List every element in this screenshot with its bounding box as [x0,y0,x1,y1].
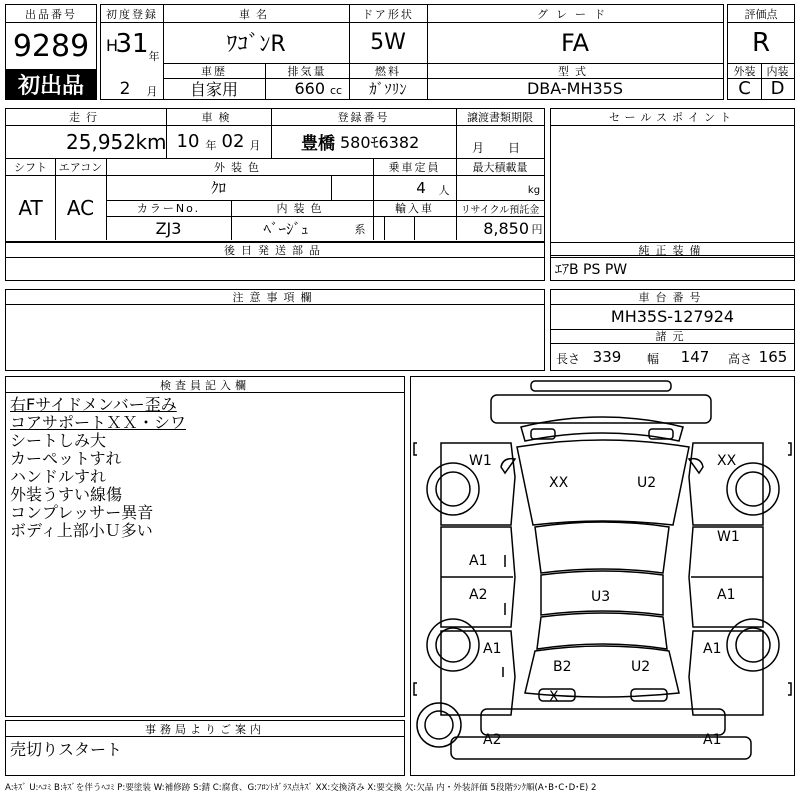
max-load-unit: kg [527,184,541,196]
mileage-unit: km [135,129,167,154]
inspection-year: 10 [176,131,200,152]
damage-mark: B2 [553,659,572,675]
shift-label: シフト [14,161,47,174]
exterior-label: 外装 [733,64,756,78]
reg-month: 2 [119,79,131,99]
height-label: 高さ [727,351,752,366]
capacity: 4 [416,178,426,197]
damage-diagram [410,376,795,776]
spec-table [100,4,724,100]
later-parts-box [5,242,545,281]
remark-line: コアサポートＸＸ・シワ [10,413,187,432]
ac-label: エアコン [58,161,103,174]
first-listing-badge: 初出品 [6,69,96,99]
reg-month-unit: 月 [146,85,158,98]
width-label: 幅 [646,351,659,366]
interior-color: ﾍﾞｰｼﾞｭ [263,219,309,238]
transfer-doc-label: 譲渡書類期限 [467,111,533,124]
capacity-unit: 人 [438,184,450,197]
legend: A:ｷｽﾞ U:ﾍｺﾐ B:ｷｽﾞを伴うﾍｺﾐ P:要塗装 W:補修跡 S:錆 C:腐食、G:ﾌﾛﾝﾄｶﾞﾗｽ点ｷｽﾞ XX:交換済み X:要交換 欠:欠品 内・外装評価 5段階ﾗﾝｸ順(A･B･C･D･E) 2 [5,783,597,793]
model: DBA-MH35S [526,79,623,98]
import-label: 輸入車 [395,202,434,215]
transfer-day: 日 [507,140,520,155]
exterior-color: ｸﾛ [210,179,226,197]
notes-box [5,289,545,371]
score: R [751,27,771,58]
score-box [727,4,795,100]
inspector-label: 検査員記入欄 [160,378,250,392]
dimensions-label: 諸元 [655,330,690,343]
door-type: 5W [370,30,406,55]
damage-mark: A1 [703,641,722,657]
inspector-box [5,376,405,717]
equipment-table [5,159,545,242]
office-label: 事務局よりご案内 [145,722,265,736]
color-no: ZJ3 [155,218,182,238]
reg-year-unit: 年 [148,50,160,63]
plate-number: 580ﾓ6382 [340,133,420,152]
grade-label: グレード [537,7,613,21]
damage-mark: W1 [469,453,492,469]
damage-mark: A1 [469,553,488,569]
score-label: 評価点 [744,7,778,21]
chassis-number: MH35S-127924 [610,307,735,326]
genuine-equipment: ｴｱB PS PW [555,262,628,278]
color-label: 外装色 [214,161,265,174]
history-label: 車歴 [201,64,227,78]
max-load-label: 最大積載量 [472,161,528,174]
mileage-table [5,108,545,159]
transfer-month: 月 [471,140,484,155]
mileage-label: 走行 [69,111,103,124]
notes-label: 注意事項欄 [232,291,318,304]
chassis-box [550,289,795,371]
remark-line: シートしみ大 [10,431,107,450]
history: 自家用 [189,80,238,99]
interior-color-unit: 系 [354,223,366,236]
width: 147 [680,348,710,366]
mileage: 25,952 [66,129,136,154]
damage-mark: W1 [717,529,740,545]
damage-mark: A1 [717,587,736,603]
inspection-year-unit: 年 [205,139,217,152]
interior-grade: D [770,78,785,99]
displacement-label: 排気量 [287,64,327,78]
car-name: ﾜｺﾞﾝR [226,32,286,57]
remark-line: ボディ上部小Ｕ多い [10,521,153,540]
grade: FA [560,28,590,57]
recycle-unit: 円 [531,223,543,236]
office-box [5,720,405,776]
length-label: 長さ [555,351,580,366]
damage-mark: A1 [703,732,722,748]
height: 165 [758,348,788,366]
length: 339 [592,348,622,366]
damage-mark: U2 [637,475,657,491]
lot-number: 9289 [12,28,90,64]
capacity-label: 乗車定員 [388,161,441,174]
sales-point-box [550,108,795,256]
sales-point-label: セールスポイント [608,111,736,124]
plate-label: 登録番号 [337,111,390,124]
damage-mark: A1 [483,641,502,657]
lot-label: 出品番号 [6,5,96,23]
fuel-label: 燃料 [375,64,401,78]
color-no-label: カラーNo. [136,202,201,215]
car-name-label: 車名 [239,7,273,21]
damage-mark: A2 [483,732,502,748]
first-reg-label: 初度登録 [106,7,158,21]
exterior-grade: C [738,78,751,99]
reg-year: 31 [115,29,149,59]
damage-mark: XX [549,475,569,491]
genuine-equipment-box [550,242,795,281]
era: H [105,35,119,55]
remark-line: カーペットすれ [10,449,122,468]
displacement-unit: cc [329,83,343,97]
car-diagram [411,377,794,775]
inspector-remarks [10,396,400,540]
remark-line: 右Fサイドメンバー歪み [10,395,177,414]
damage-mark: XX [717,453,737,469]
chassis-label: 車台番号 [638,291,707,304]
damage-mark: U2 [631,659,651,675]
displacement: 660 [294,79,325,98]
model-label: 型式 [558,64,592,78]
damage-mark: X [549,689,559,705]
inspection-month: 02 [221,131,245,152]
recycle-label: リサイクル預託金 [460,204,540,216]
remark-line: コンプレッサー異音 [10,503,154,522]
inspection-label: 車検 [201,111,236,124]
air-conditioner: AC [66,195,95,220]
remark-line: 外装うすい線傷 [10,485,123,504]
lot-box [5,4,97,100]
damage-mark: A2 [469,587,488,603]
fuel: ｶﾞｿﾘﾝ [369,80,407,98]
later-parts-label: 後日発送部品 [224,244,326,257]
office-note: 売切りスタート [10,739,123,759]
inspection-month-unit: 月 [249,139,261,152]
damage-mark: U3 [591,589,611,605]
door-label: ドア形状 [362,7,414,21]
plate-area: 豊橋 [301,134,335,154]
interior-label: 内装 [766,64,789,78]
shift: AT [18,195,43,220]
genuine-equipment-label: 純正装備 [638,244,707,257]
interior-color-label: 内装色 [276,202,328,215]
remark-line: ハンドルすれ [10,467,107,486]
recycle-deposit: 8,850 [483,218,529,238]
